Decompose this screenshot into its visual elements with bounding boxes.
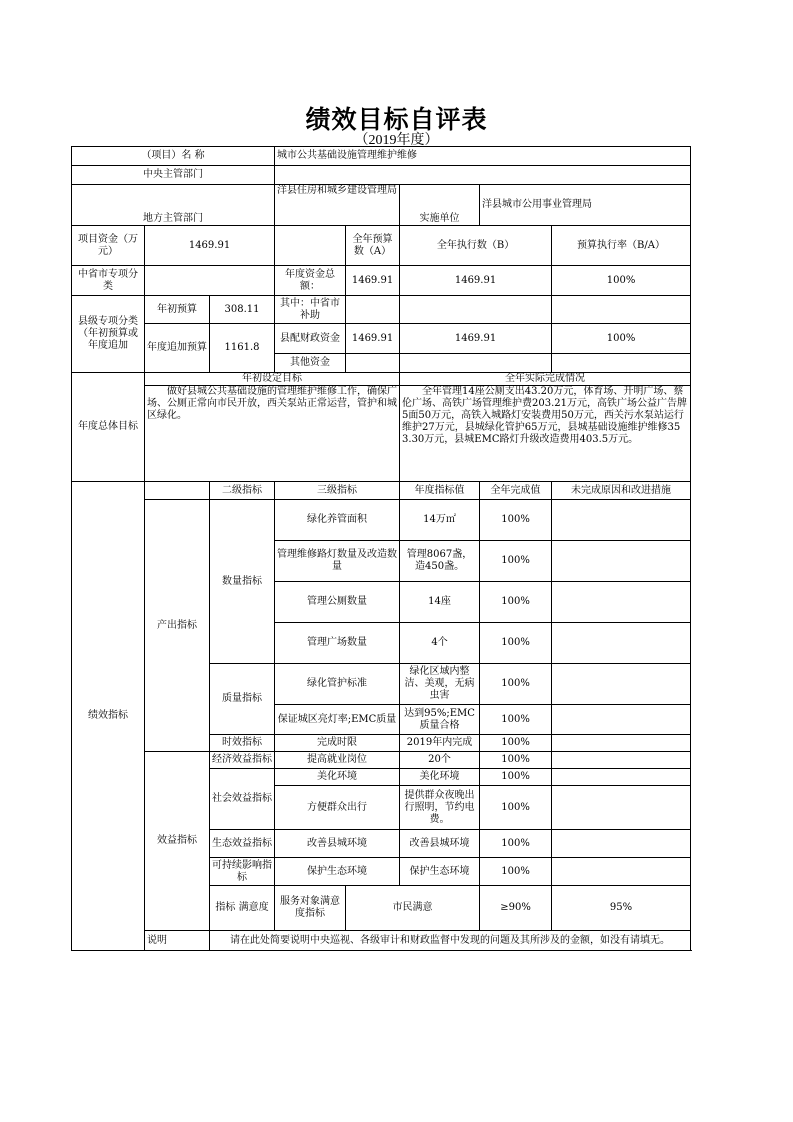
indicator-name: 管理公厕数量 xyxy=(275,582,400,623)
indicator-name: 保护生态环境 xyxy=(275,858,400,886)
notes-label: 说明 xyxy=(145,931,210,951)
indicator-target: 14万㎡ xyxy=(400,500,480,541)
initial-budget-label: 年初预算 xyxy=(145,296,210,324)
page-title: 绩效目标自评表 xyxy=(305,105,488,134)
central-special-blank xyxy=(145,266,275,296)
indicator-reason xyxy=(552,752,691,769)
indicator-name: 方便群众出行 xyxy=(275,786,400,830)
indicator-target: ≥90% xyxy=(480,886,552,931)
indicator-done: 95% xyxy=(552,886,691,931)
other-funds-label: 其他资金 xyxy=(275,354,346,373)
added-budget-label: 年度追加预算 xyxy=(145,324,210,373)
performance-indicators-label: 绩效指标 xyxy=(72,482,145,951)
indicator-done: 100% xyxy=(480,735,552,752)
county-special-label: 县级专项分类（年初预算或年度追加 xyxy=(72,296,145,373)
budget-header: 全年预算数（A） xyxy=(346,226,400,266)
indicator-target: 20个 xyxy=(400,752,480,769)
of-which-exec xyxy=(400,296,552,324)
year-total-exec: 1469.91 xyxy=(400,266,552,296)
indicator-done: 100% xyxy=(480,752,552,769)
indicator-target: 改善县城环境 xyxy=(400,830,480,858)
service-satisfaction-label: 服务对象满意度指标 xyxy=(275,886,346,931)
satisfaction-inner-label: 满意度 xyxy=(238,902,269,913)
indicator-target: 绿化区域内整洁、美观，无病虫害 xyxy=(400,664,480,705)
exec-header: 全年执行数（B） xyxy=(400,226,552,266)
indicator-reason xyxy=(552,735,691,752)
indicator-name: 管理维修路灯数量及改造数量 xyxy=(275,541,400,582)
quantity-indicators-label: 数量指标 xyxy=(210,500,275,664)
indicator-target: 提供群众夜晚出行照明，节约电费。 xyxy=(400,786,480,830)
other-funds-exec xyxy=(400,354,552,373)
planned-goal-text: 做好县城公共基础设施的管理维护维修工作，确保广场、公厕正常向市民开放，西关泵站正常运营，管护和城区绿化。 xyxy=(145,386,400,482)
indicator-target: 2019年内完成 xyxy=(400,735,480,752)
indicator-name: 绿化养管面积 xyxy=(275,500,400,541)
indicator-name: 完成时限 xyxy=(275,735,400,752)
indicator-name: 保证城区亮灯率;EMC质量 xyxy=(275,705,400,735)
of-which-budget xyxy=(346,296,400,324)
indicator-name: 提高就业岗位 xyxy=(275,752,400,769)
central-special-label: 中省市专项分类 xyxy=(72,266,145,296)
indicator-reason xyxy=(552,500,691,541)
central-dept-label: 中央主管部门 xyxy=(72,166,275,185)
benefit-indicators-label: 效益指标 xyxy=(145,752,210,931)
indicator-target: 达到95%;EMC质量合格 xyxy=(400,705,480,735)
self-evaluation-table xyxy=(71,146,691,951)
indicator-reason xyxy=(552,623,691,664)
project-name-value: 城市公共基础设施管理维护维修 xyxy=(275,147,691,166)
indicator-reason xyxy=(552,786,691,830)
funds-blank xyxy=(275,226,346,266)
year-total-rate: 100% xyxy=(552,266,691,296)
of-which-rate xyxy=(552,296,691,324)
initial-budget-value: 308.11 xyxy=(210,296,275,324)
added-budget-value: 1161.8 xyxy=(210,324,275,373)
county-fin-label: 县配财政资金 xyxy=(275,324,346,354)
header-done: 全年完成值 xyxy=(480,482,552,500)
county-fin-rate: 100% xyxy=(552,324,691,354)
actual-result-header: 全年实际完成情况 xyxy=(400,373,691,386)
indicator-reason xyxy=(552,705,691,735)
satisfaction-outer-label: 指标 xyxy=(215,902,236,913)
local-dept-value: 洋县住房和城乡建设管理局 xyxy=(275,185,400,226)
local-dept-label: 地方主管部门 xyxy=(72,185,275,226)
indicator-name: 管理广场数量 xyxy=(275,623,400,664)
of-which-label: 其中：中省市补助 xyxy=(275,296,346,324)
header-reason: 未完成原因和改进措施 xyxy=(552,482,691,500)
header-target: 年度指标值 xyxy=(400,482,480,500)
indicator-done: 100% xyxy=(480,858,552,886)
indicator-done: 100% xyxy=(480,582,552,623)
social-benefit-label: 社会效益指标 xyxy=(210,769,275,830)
indicator-reason xyxy=(552,664,691,705)
other-funds-budget xyxy=(346,354,400,373)
header-level2: 二级指标 xyxy=(210,482,275,500)
indicator-done: 100% xyxy=(480,541,552,582)
rate-header: 预算执行率（B/A） xyxy=(552,226,691,266)
indicator-target: 14座 xyxy=(400,582,480,623)
satisfaction-indicators-label xyxy=(210,886,275,931)
indicator-name: 绿化管护标准 xyxy=(275,664,400,705)
county-fin-exec: 1469.91 xyxy=(400,324,552,354)
overall-goal-label: 年度总体目标 xyxy=(72,373,145,482)
indicator-done: 100% xyxy=(480,500,552,541)
year-subtitle: （2019年度） xyxy=(354,133,439,148)
economic-benefit-label: 经济效益指标 xyxy=(210,752,275,769)
indicator-target: 管理8067盏，造450盏。 xyxy=(400,541,480,582)
planned-goal-header: 年初设定目标 xyxy=(145,373,400,386)
indicator-reason xyxy=(552,582,691,623)
indicator-reason xyxy=(552,541,691,582)
indicator-done: 100% xyxy=(480,623,552,664)
indicator-target: 4个 xyxy=(400,623,480,664)
notes-text: 请在此处简要说明中央巡视、各级审计和财政监督中发现的问题及其所涉及的金额，如没有请填无。 xyxy=(210,931,691,951)
indicator-done: 100% xyxy=(480,786,552,830)
year-total-budget: 1469.91 xyxy=(346,266,400,296)
year-total-label: 年度资金总额： xyxy=(275,266,346,296)
sustain-benefit-label: 可持续影响指标 xyxy=(210,858,275,886)
indicator-done: 100% xyxy=(480,705,552,735)
funds-label: 项目资金（万元） xyxy=(72,226,145,266)
indicator-header-blank xyxy=(145,482,210,500)
actual-result-text: 全年管理14座公厕支出43.20万元，体育场、开明广场、蔡伦广场、高铁广场管理维护费203.21万元，高铁广场公益广告牌5面50万元，高铁入城路灯安装费用50万元，西关污水泵站运行维护27万元，县城绿化管护65万元，县城基础设施维护维修353.30万元，县城EMC路灯升级改造费用403.5万元。 xyxy=(400,386,691,482)
project-name-label: （项目）名 称 xyxy=(72,147,275,166)
indicator-reason xyxy=(552,858,691,886)
indicator-name: 改善县城环境 xyxy=(275,830,400,858)
indicator-done: 100% xyxy=(480,664,552,705)
output-indicators-label: 产出指标 xyxy=(145,500,210,752)
time-indicators-label: 时效指标 xyxy=(210,735,275,752)
county-fin-budget: 1469.91 xyxy=(346,324,400,354)
indicator-reason xyxy=(552,830,691,858)
impl-unit-value: 洋县城市公用事业管理局 xyxy=(480,185,691,226)
impl-unit-label: 实施单位 xyxy=(400,185,480,226)
quality-indicators-label: 质量指标 xyxy=(210,664,275,735)
indicator-target: 美化环境 xyxy=(400,769,480,786)
indicator-done: 100% xyxy=(480,769,552,786)
header-level3: 三级指标 xyxy=(275,482,400,500)
indicator-done: 100% xyxy=(480,830,552,858)
indicator-name: 美化环境 xyxy=(275,769,400,786)
other-funds-rate xyxy=(552,354,691,373)
indicator-target: 保护生态环境 xyxy=(400,858,480,886)
eco-benefit-label: 生态效益指标 xyxy=(210,830,275,858)
indicator-name: 市民满意 xyxy=(346,886,480,931)
central-dept-value xyxy=(275,166,691,185)
funds-total: 1469.91 xyxy=(145,226,275,266)
indicator-reason xyxy=(552,769,691,786)
